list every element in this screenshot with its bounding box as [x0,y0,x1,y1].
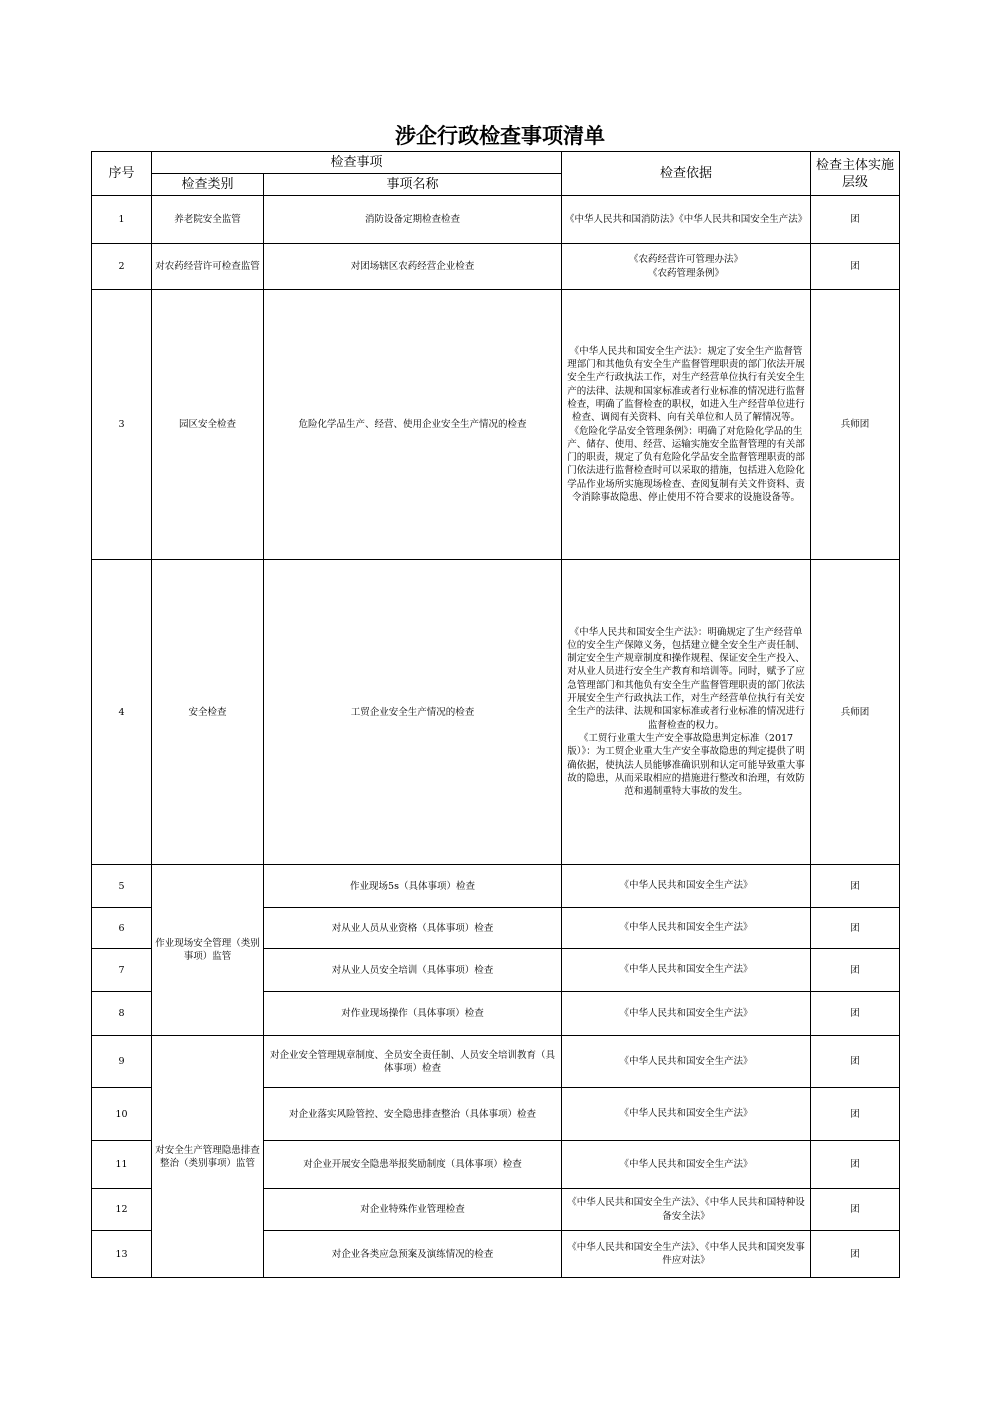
level-cell: 团 [811,1036,900,1088]
basis-text: 《工贸行业重大生产安全事故隐患判定标准（2017版）》：为工贸企业重大生产安全事故隐患的判定提供了明确依据，使执法人员能够准确识别和认定可能导致重大事故的隐患，从而采取相应的措施进行整改和治理，有效防范和遏制重特大事故的发生。 [567,732,805,798]
level-cell: 团 [811,1231,900,1278]
basis-cell [562,1141,811,1189]
basis-text: 《农药经营许可管理办法》 [629,254,744,266]
basis-text: 《中华人民共和国安全生产法》 [619,880,753,892]
level-cell: 团 [811,1088,900,1141]
item-name-cell: 工贸企业安全生产情况的检查 [264,560,562,865]
category-cell: 对农药经营许可检查监管 [152,244,264,290]
level-cell: 团 [811,1189,900,1231]
basis-cell [562,196,811,244]
level-cell: 团 [811,949,900,992]
basis-text: 《中华人民共和国安全生产法》、《中华人民共和国突发事件应对法》 [567,1241,805,1266]
table-row [92,1036,900,1088]
level-cell: 兵师团 [811,290,900,560]
seq-cell: 6 [92,908,152,949]
basis-cell [562,865,811,908]
basis-cell [562,1189,811,1231]
basis-text: 《中华人民共和国安全生产法》 [619,922,753,934]
basis-text: 《中华人民共和国消防法》《中华人民共和国安全生产法》 [565,213,808,225]
seq-cell: 13 [92,1231,152,1278]
basis-cell [562,992,811,1036]
item-name-cell: 作业现场5s（具体事项）检查 [264,865,562,908]
item-name-cell: 对作业现场操作（具体事项）检查 [264,992,562,1036]
seq-cell: 10 [92,1088,152,1141]
table-row [92,244,900,290]
basis-cell [562,1231,811,1278]
basis-cell [562,1088,811,1141]
table-row [92,196,900,244]
header-basis: 检查依据 [562,152,811,196]
category-cell: 安全检查 [152,560,264,865]
table-row [92,560,900,865]
seq-cell: 7 [92,949,152,992]
level-cell: 团 [811,196,900,244]
header-seq: 序号 [92,152,152,196]
level-cell: 团 [811,1141,900,1189]
seq-cell: 4 [92,560,152,865]
basis-cell [562,290,811,560]
level-cell: 兵师团 [811,560,900,865]
inspection-table [91,151,900,1278]
basis-cell [562,244,811,290]
item-name-cell: 对企业特殊作业管理检查 [264,1189,562,1231]
item-name-cell: 消防设备定期检查检查 [264,196,562,244]
item-name-cell: 对企业安全管理规章制度、全员安全责任制、人员安全培训教育（具体事项）检查 [264,1036,562,1088]
table-row [92,865,900,908]
basis-text: 《中华人民共和国安全生产法》 [619,1055,753,1067]
header-category: 检查类别 [152,174,264,196]
header-level: 检查主体实施层级 [811,152,900,196]
level-cell: 团 [811,992,900,1036]
seq-cell: 8 [92,992,152,1036]
seq-cell: 12 [92,1189,152,1231]
basis-text: 《危险化学品安全管理条例》：明确了对危险化学品的生产、储存、使用、经营、运输实施安全监督管理的有关部门的职责，规定了负有危险化学品安全监督管理职责的部门依法进行监督检查时可以采取的措施，包括进入危险化学品作业场所实施现场检查、查阅复制有关文件资料、责令消除事故隐患、停止使用不符合要求的设施设备等。 [567,425,805,503]
category-cell: 园区安全检查 [152,290,264,560]
seq-cell: 3 [92,290,152,560]
seq-cell: 1 [92,196,152,244]
page-title: 涉企行政检查事项清单 [395,123,605,148]
seq-cell: 11 [92,1141,152,1189]
basis-cell [562,560,811,865]
item-name-cell: 对企业各类应急预案及演练情况的检查 [264,1231,562,1278]
table-row [92,290,900,560]
seq-cell: 2 [92,244,152,290]
basis-text: 《中华人民共和国安全生产法》 [619,1007,753,1019]
level-cell: 团 [811,908,900,949]
item-name-cell: 对从业人员从业资格（具体事项）检查 [264,908,562,949]
item-name-cell: 危险化学品生产、经营、使用企业安全生产情况的检查 [264,290,562,560]
seq-cell: 9 [92,1036,152,1088]
basis-text: 《中华人民共和国安全生产法》：规定了安全生产监督管理部门和其他负有安全生产监督管理职责的部门依法开展安全生产行政执法工作，对生产经营单位执行有关安全生产的法律、法规和国家标准或者行业标准的情况进行监督检查，明确了监督检查的职权，如进入生产经营单位进行检查、调阅有关资料、向有关单位和人员了解情况等。 [567,345,805,424]
level-cell: 团 [811,244,900,290]
basis-text: 《中华人民共和国安全生产法》 [619,964,753,976]
basis-text: 《中华人民共和国安全生产法》、《中华人民共和国特种设备安全法》 [567,1197,805,1222]
item-name-cell: 对企业落实风险管控、安全隐患排查整治（具体事项）检查 [264,1088,562,1141]
basis-text: 《中华人民共和国安全生产法》：明确规定了生产经营单位的安全生产保障义务，包括建立健全安全生产责任制、制定安全生产规章制度和操作规程、保证安全生产投入、对从业人员进行安全生产教育和培训等。同时，赋予了应急管理部门和其他负有安全生产监督管理职责的部门依法开展安全生产行政执法工作，对生产经营单位执行有关安全生产的法律、法规和国家标准或者行业标准的情况进行监督检查的权力。 [567,626,805,731]
basis-text: 《中华人民共和国安全生产法》 [619,1108,753,1120]
header-item-name: 事项名称 [264,174,562,196]
item-name-cell: 对企业开展安全隐患举报奖励制度（具体事项）检查 [264,1141,562,1189]
basis-cell [562,908,811,949]
basis-cell [562,949,811,992]
basis-cell [562,1036,811,1088]
level-cell: 团 [811,865,900,908]
item-name-cell: 对团场辖区农药经营企业检查 [264,244,562,290]
category-cell: 养老院安全监管 [152,196,264,244]
category-cell: 作业现场安全管理（类别事项）监管 [152,865,264,1036]
basis-text: 《中华人民共和国安全生产法》 [619,1158,753,1170]
item-name-cell: 对从业人员安全培训（具体事项）检查 [264,949,562,992]
header-items: 检查事项 [152,152,562,174]
category-cell: 对安全生产管理隐患排查整治（类别事项）监管 [152,1036,264,1278]
seq-cell: 5 [92,865,152,908]
basis-text: 《农药管理条例》 [648,267,725,279]
